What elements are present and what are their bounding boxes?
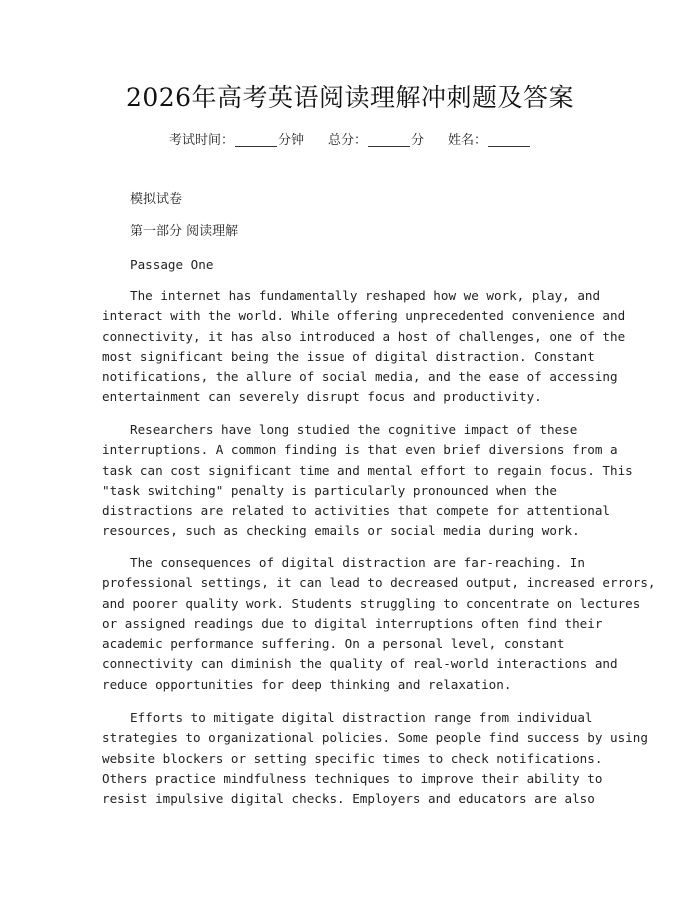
time-blank[interactable] (235, 132, 277, 147)
paragraph-line: "task switching" penalty is particularly pronounced when the (102, 482, 557, 498)
paragraph-line: reduce opportunities for deep thinking and relaxation. (102, 676, 512, 692)
score-label: 总分： (327, 133, 367, 148)
exam-info-line (0, 131, 700, 151)
document-title: 2026年高考英语阅读理解冲刺题及答案 (125, 83, 575, 112)
part-heading: 第一部分 阅读理解 (130, 224, 239, 239)
paragraph-line: distractions are related to activities that compete for attentional (102, 503, 610, 519)
score-blank[interactable] (368, 132, 410, 147)
paragraph-line: interruptions. A common finding is that even brief diversions from a (102, 442, 618, 458)
section-mock-heading: 模拟试卷 (130, 192, 183, 207)
paragraph-line: most significant being the issue of digital distraction. Constant (102, 348, 595, 364)
time-label: 考试时间： (168, 133, 234, 148)
paragraph-1 (102, 286, 626, 408)
score-unit: 分 (411, 133, 425, 148)
name-label: 姓名： (448, 133, 488, 148)
name-blank[interactable] (488, 132, 530, 147)
paragraph-line: resources, such as checking emails or social media during work. (102, 523, 580, 539)
paragraph-line: or assigned readings due to digital interruptions often find their (102, 615, 603, 631)
paragraph-line: and poorer quality work. Students struggling to concentrate on lectures (102, 595, 641, 611)
paragraph-line: connectivity can diminish the quality of real-world interactions and (102, 656, 618, 672)
paragraph-line: strategies to organizational policies. Some people find success by using (102, 730, 648, 746)
paragraph-line: Researchers have long studied the cognitive impact of these (130, 422, 578, 437)
paragraph-line: connectivity, it has also introduced a host of challenges, one of the (102, 328, 626, 344)
paragraph-line: interact with the world. While offering unprecedented convenience and (102, 308, 626, 324)
paragraph-line: notifications, the allure of social media, and the ease of accessing (102, 369, 618, 385)
paragraph-line: Others practice mindfulness techniques to improve their ability to (102, 770, 603, 786)
passage-title: Passage One (130, 257, 214, 272)
paragraph-line: The consequences of digital distraction are far-reaching. In (130, 555, 585, 570)
paragraph-2 (102, 420, 633, 542)
paragraph-line: resist impulsive digital checks. Employers and educators are also (102, 791, 595, 807)
paragraph-line: Efforts to mitigate digital distraction range from individual (130, 710, 593, 725)
paragraph-line: The internet has fundamentally reshaped how we work, play, and (130, 288, 601, 303)
paragraph-line: entertainment can severely disrupt focus and productivity. (102, 389, 542, 405)
paragraph-line: task can cost significant time and mental effort to regain focus. This (102, 462, 633, 478)
paragraph-3 (102, 553, 656, 695)
paragraph-line: website blockers or setting specific times to check notifications. (102, 750, 603, 766)
paragraph-line: academic performance suffering. On a personal level, constant (102, 636, 565, 652)
paragraph-line: professional settings, it can lead to decreased output, increased errors, (102, 575, 656, 591)
paragraph-4 (102, 708, 648, 809)
time-unit: 分钟 (277, 133, 304, 148)
